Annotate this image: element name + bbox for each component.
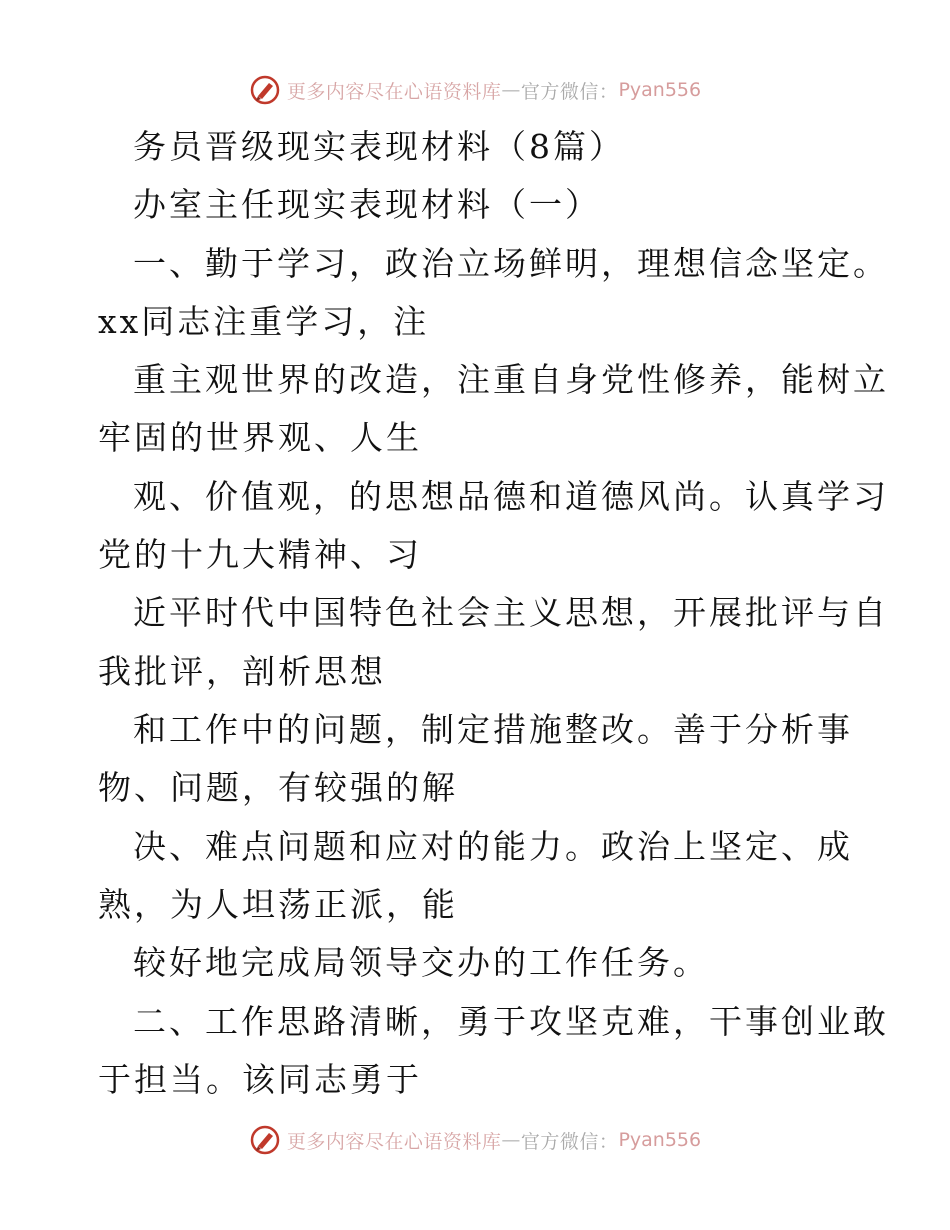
paragraph-line: 二、工作思路清晰，勇于攻坚克难，干事创业敢	[133, 1002, 889, 1041]
paragraph-line: 物、问题，有较强的解	[98, 768, 458, 807]
paragraph-line: 一、勤于学习，政治立场鲜明，理想信念坚定。	[133, 244, 889, 283]
watermark-separator: —	[501, 1129, 521, 1151]
paragraph-line: 党的十九大精神、习	[98, 535, 422, 574]
watermark-label: 官方微信：	[520, 80, 619, 103]
watermark-contact: Pyan556	[618, 79, 702, 101]
paragraph-line: 较好地完成局领导交办的工作任务。	[133, 943, 709, 982]
paragraph-line: 决、难点问题和应对的能力。政治上坚定、成	[133, 827, 853, 866]
paragraph-line: 我批评，剖析思想	[98, 652, 386, 691]
watermark-contact: Pyan556	[618, 1129, 702, 1151]
footer-watermark	[0, 1120, 950, 1160]
paragraph-line: 牢固的世界观、人生	[98, 418, 422, 457]
paragraph-line: 和工作中的问题，制定措施整改。善于分析事	[133, 710, 853, 749]
watermark-label: 官方微信：	[520, 1130, 619, 1153]
watermark-site-text: 更多内容尽在心语资料库	[286, 80, 502, 103]
paragraph-line: 观、价值观，的思想品德和道德风尚。认真学习	[133, 477, 889, 516]
pen-logo-icon	[249, 74, 281, 106]
section-title: 办室主任现实表现材料（一）	[133, 185, 601, 224]
document-title: 务员晋级现实表现材料（8篇）	[133, 127, 625, 166]
paragraph-line: 熟，为人坦荡正派，能	[98, 885, 458, 924]
paragraph-line: 重主观世界的改造，注重自身党性修养，能树立	[133, 360, 889, 399]
watermark-site-text: 更多内容尽在心语资料库	[286, 1130, 502, 1153]
paragraph-line: 近平时代中国特色社会主义思想，开展批评与自	[133, 593, 889, 632]
header-watermark	[0, 70, 950, 110]
pen-logo-icon	[249, 1124, 281, 1156]
paragraph-line: 于担当。该同志勇于	[98, 1060, 422, 1099]
paragraph-line: xx同志注重学习，注	[98, 302, 430, 341]
watermark-separator: —	[501, 79, 521, 101]
